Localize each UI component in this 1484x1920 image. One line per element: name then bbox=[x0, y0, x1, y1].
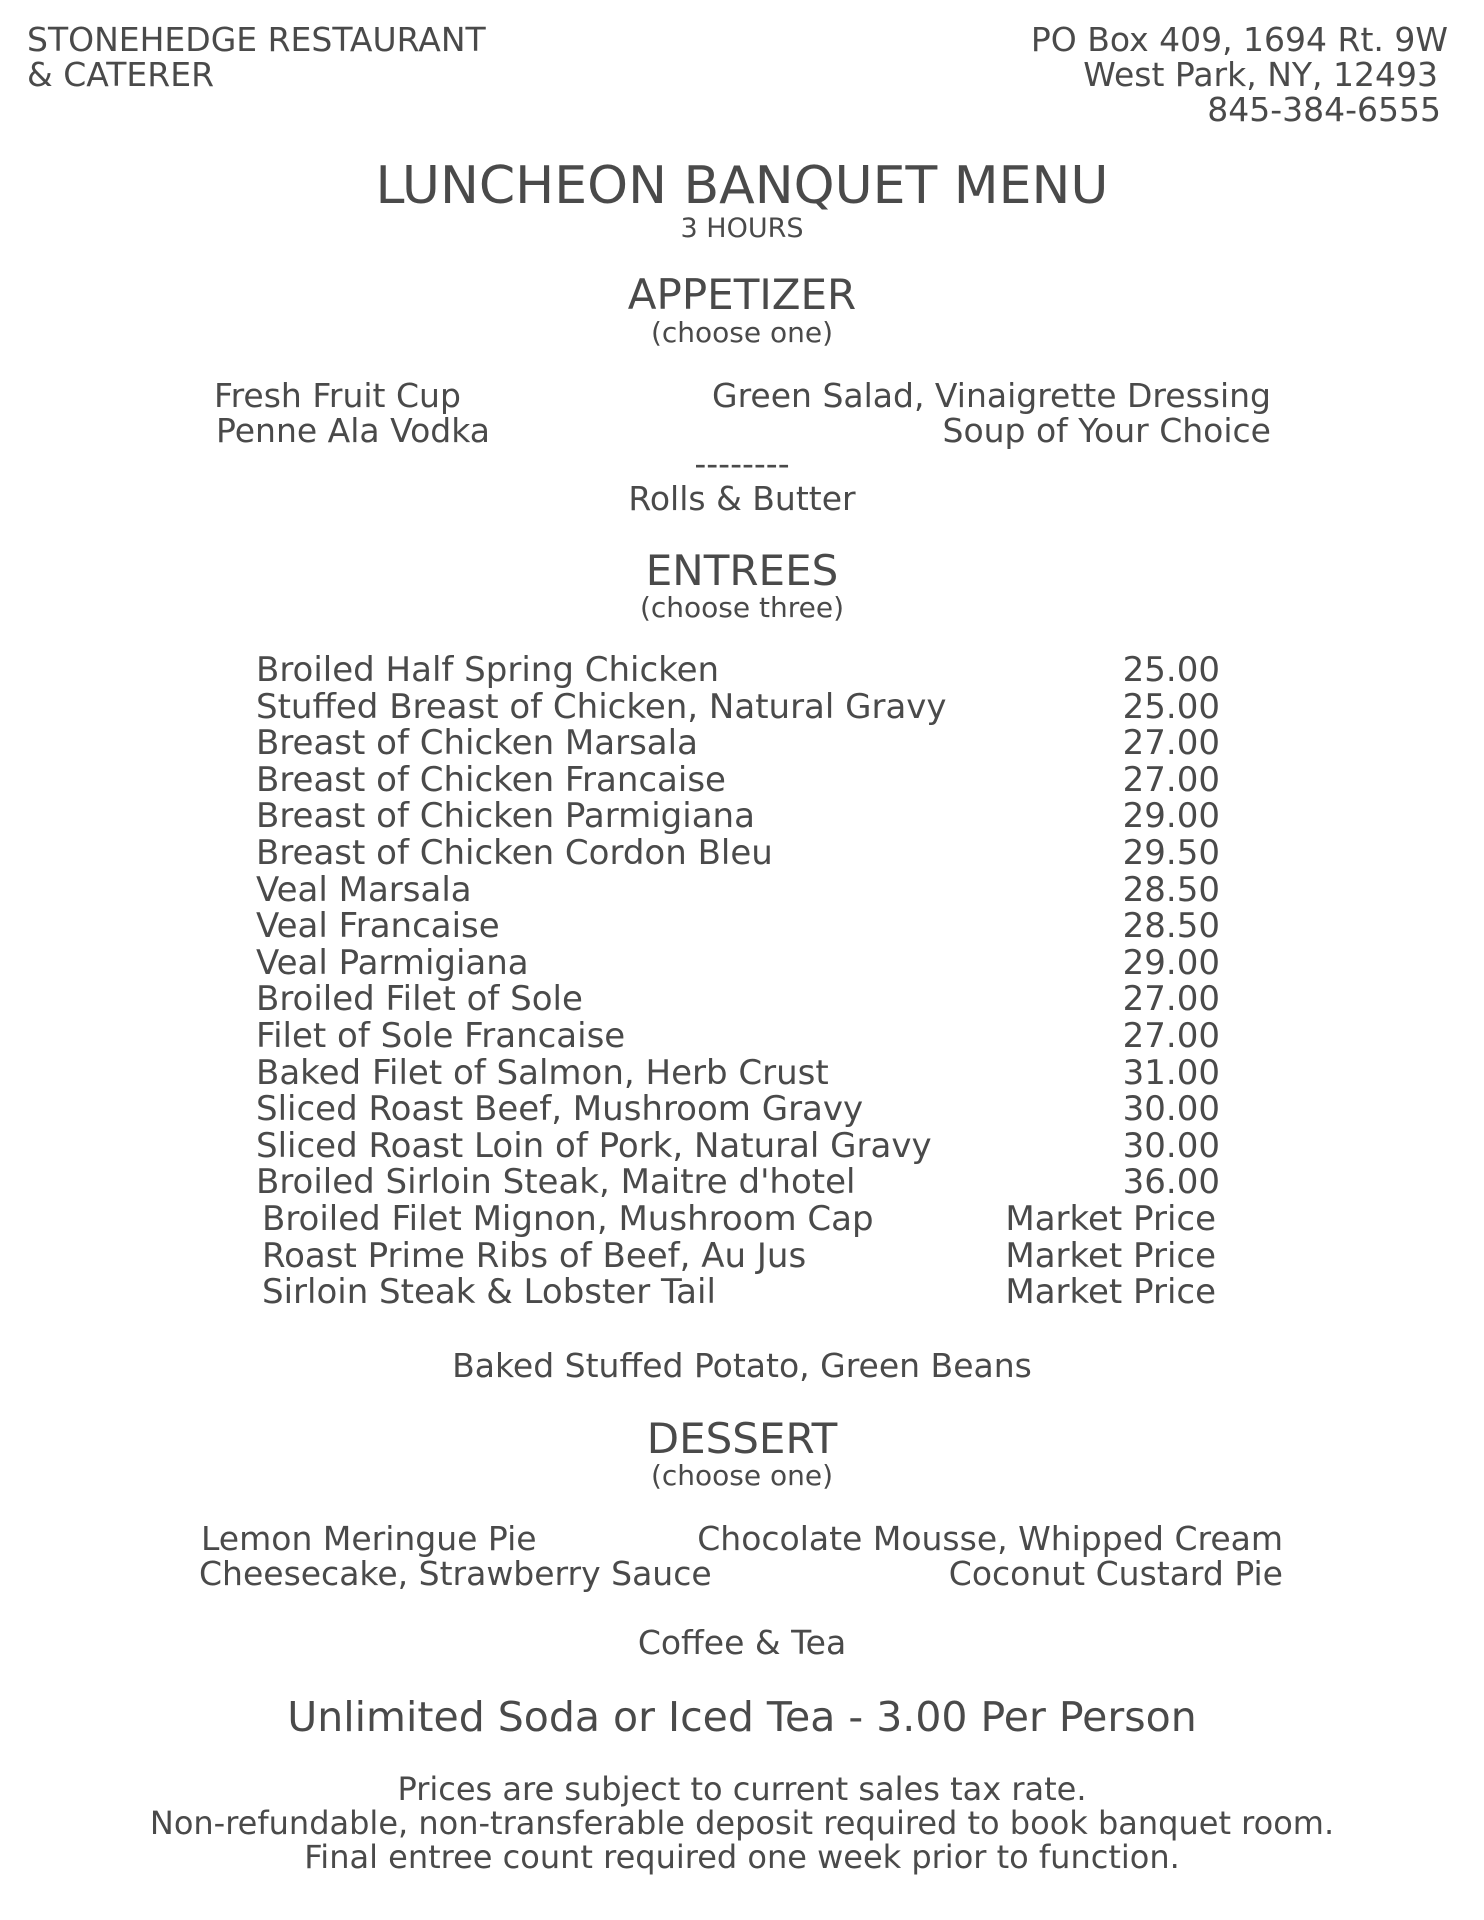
entree-row bbox=[256, 1015, 1220, 1056]
entree-price: 25.00 bbox=[1122, 686, 1220, 727]
dessert-item: Chocolate Mousse, Whipped Cream bbox=[697, 1519, 1283, 1558]
business-name-line2: & CATERER bbox=[27, 55, 214, 94]
entree-price: 28.50 bbox=[1122, 906, 1220, 947]
entree-row bbox=[256, 1198, 1220, 1239]
entree-list bbox=[256, 652, 1220, 1311]
entree-price: 25.00 bbox=[1122, 650, 1220, 690]
entree-row bbox=[256, 942, 1220, 983]
entree-name: Broiled Sirloin Steak, Maitre d'hotel bbox=[256, 1162, 856, 1203]
entree-price: 27.00 bbox=[1122, 979, 1220, 1020]
entree-price: 30.00 bbox=[1122, 1125, 1220, 1166]
appetizer-item: Green Salad, Vinaigrette Dressing bbox=[712, 376, 1271, 415]
entrees-heading: ENTREES bbox=[645, 546, 839, 595]
beverage-upsell: Unlimited Soda or Iced Tea - 3.00 Per Person bbox=[287, 1693, 1197, 1741]
entree-row bbox=[256, 652, 1220, 689]
footer-count-note: Final entree count required one week prior to function. bbox=[304, 1838, 1180, 1876]
entree-name: Breast of Chicken Marsala bbox=[256, 723, 698, 764]
entree-row bbox=[256, 908, 1220, 945]
dessert-heading: DESSERT bbox=[646, 1414, 838, 1463]
entree-price: 36.00 bbox=[1122, 1162, 1220, 1203]
dessert-item: Coconut Custard Pie bbox=[948, 1554, 1283, 1593]
address-line2: West Park, NY, 12493 bbox=[1083, 55, 1438, 94]
entree-name: Veal Parmigiana bbox=[256, 942, 529, 983]
entree-price: 27.00 bbox=[1122, 723, 1220, 764]
menu-title: LUNCHEON BANQUET MENU bbox=[375, 156, 1109, 216]
entree-name: Roast Prime Ribs of Beef, Au Jus bbox=[262, 1235, 807, 1276]
entree-row bbox=[256, 759, 1220, 800]
entree-name: Broiled Filet Mignon, Mushroom Cap bbox=[262, 1198, 874, 1239]
entree-row bbox=[256, 869, 1220, 910]
entree-name: Veal Francaise bbox=[256, 906, 500, 947]
entree-price: 29.00 bbox=[1122, 942, 1220, 983]
appetizer-separator: -------- bbox=[694, 444, 790, 483]
entree-name: Baked Filet of Salmon, Herb Crust bbox=[256, 1052, 829, 1093]
entree-row bbox=[256, 1235, 1220, 1276]
entree-name: Sliced Roast Beef, Mushroom Gravy bbox=[256, 1089, 864, 1130]
entree-name: Breast of Chicken Cordon Bleu bbox=[256, 832, 773, 873]
entree-row bbox=[256, 686, 1220, 727]
appetizer-item: Fresh Fruit Cup bbox=[214, 376, 461, 415]
appetizer-instruction: (choose one) bbox=[650, 316, 834, 349]
appetizer-item: Soup of Your Choice bbox=[942, 411, 1271, 450]
entree-price: Market Price bbox=[1005, 1272, 1216, 1313]
footer-deposit-note: Non-refundable, non-transferable deposit required to book banquet room. bbox=[149, 1804, 1335, 1842]
dessert-beverage: Coffee & Tea bbox=[637, 1623, 847, 1662]
entree-row bbox=[256, 725, 1220, 762]
entree-row bbox=[256, 798, 1220, 835]
entree-price: 27.00 bbox=[1122, 759, 1220, 800]
phone-number: 845-384-6555 bbox=[1207, 90, 1441, 129]
entree-sides: Baked Stuffed Potato, Green Beans bbox=[452, 1346, 1032, 1385]
entree-row bbox=[256, 1164, 1220, 1201]
entree-price: 30.00 bbox=[1122, 1089, 1220, 1130]
entree-row bbox=[256, 1125, 1220, 1166]
entree-price: 29.50 bbox=[1122, 832, 1220, 873]
entree-name: Stuffed Breast of Chicken, Natural Gravy bbox=[256, 686, 947, 727]
entree-row bbox=[256, 1052, 1220, 1093]
business-name-line1: STONEHEDGE RESTAURANT bbox=[27, 20, 486, 59]
dessert-instruction: (choose one) bbox=[650, 1459, 834, 1492]
entree-price: 28.50 bbox=[1122, 869, 1220, 910]
entree-row bbox=[256, 981, 1220, 1018]
address-line1: PO Box 409, 1694 Rt. 9W bbox=[1030, 20, 1448, 59]
appetizer-accompaniment: Rolls & Butter bbox=[628, 479, 856, 518]
entree-name: Breast of Chicken Francaise bbox=[256, 759, 726, 800]
entree-price: Market Price bbox=[1005, 1235, 1216, 1276]
entree-name: Veal Marsala bbox=[256, 869, 472, 910]
entree-price: 29.00 bbox=[1122, 796, 1220, 837]
entree-name: Breast of Chicken Parmigiana bbox=[256, 796, 755, 837]
entree-name: Sliced Roast Loin of Pork, Natural Gravy bbox=[256, 1125, 932, 1166]
appetizer-heading: APPETIZER bbox=[627, 270, 857, 319]
entree-row bbox=[256, 1274, 1220, 1311]
entree-name: Broiled Filet of Sole bbox=[256, 979, 583, 1020]
footer-tax-note: Prices are subject to current sales tax rate. bbox=[397, 1770, 1087, 1808]
menu-duration: 3 HOURS bbox=[680, 213, 804, 244]
entree-row bbox=[256, 1091, 1220, 1128]
entree-name: Filet of Sole Francaise bbox=[256, 1015, 626, 1056]
entree-price: Market Price bbox=[1005, 1198, 1216, 1239]
entrees-instruction: (choose three) bbox=[639, 591, 845, 624]
entree-price: 27.00 bbox=[1122, 1015, 1220, 1056]
entree-name: Sirloin Steak & Lobster Tail bbox=[262, 1272, 716, 1313]
dessert-item: Cheesecake, Strawberry Sauce bbox=[199, 1554, 712, 1593]
appetizer-item: Penne Ala Vodka bbox=[216, 411, 491, 450]
entree-row bbox=[256, 832, 1220, 873]
entree-name: Broiled Half Spring Chicken bbox=[256, 650, 720, 690]
entree-price: 31.00 bbox=[1122, 1052, 1220, 1093]
dessert-item: Lemon Meringue Pie bbox=[201, 1519, 537, 1558]
